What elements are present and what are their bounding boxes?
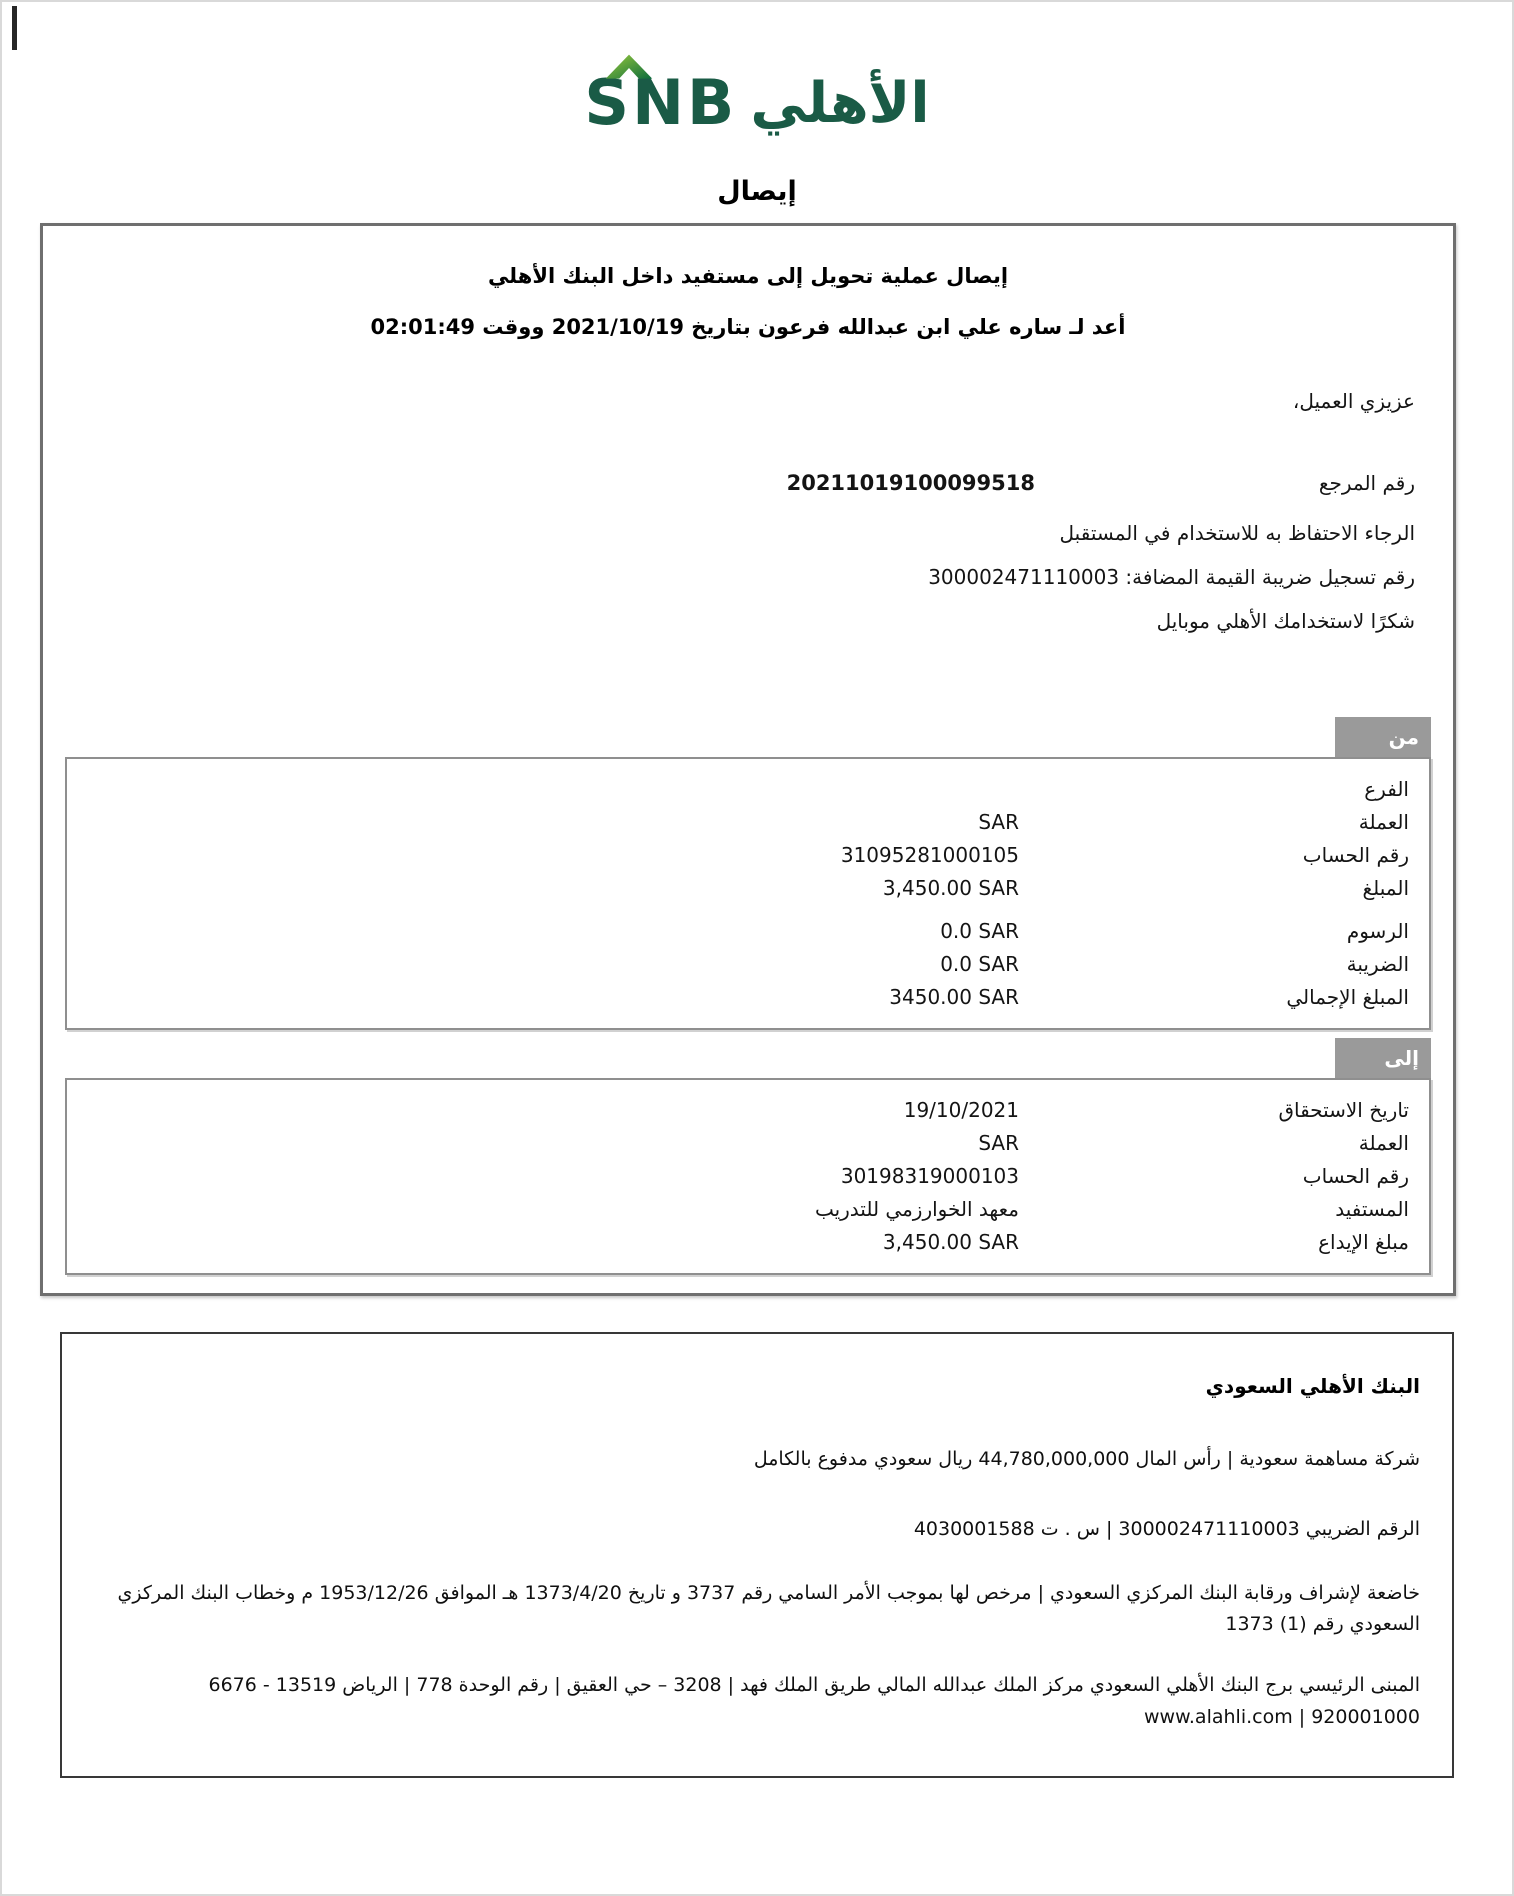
row-label: تاريخ الاستحقاق — [1278, 1098, 1409, 1122]
row-label: المبلغ — [1362, 876, 1409, 900]
row-value: 0.0 SAR — [940, 952, 1019, 976]
row-value — [87, 773, 1019, 806]
row-value: SAR — [978, 1131, 1019, 1155]
note-vat-registration: رقم تسجيل ضريبة القيمة المضافة: 300002471110003 — [928, 565, 1415, 589]
greeting-text: عزيزي العميل، — [1292, 389, 1415, 413]
from-row-tax — [67, 948, 1429, 981]
note-keep-reference: الرجاء الاحتفاظ به للاستخدام في المستقبل — [1059, 521, 1415, 545]
row-value: 3,450.00 SAR — [882, 876, 1019, 900]
receipt-main-box — [40, 223, 1456, 1296]
row-label: رقم الحساب — [1302, 1164, 1409, 1188]
to-row-deposit-amount — [67, 1226, 1429, 1259]
row-value: 30198319000103 — [840, 1164, 1019, 1188]
logo-arabic-text: الأهلي — [750, 71, 930, 136]
row-label: الرسوم — [1346, 919, 1409, 943]
from-row-branch — [67, 773, 1429, 806]
to-row-currency — [67, 1127, 1429, 1160]
bank-contact-line: www.alahli.com | 920001000 — [1144, 1706, 1420, 1728]
receipt-title: إيصال عملية تحويل إلى مستفيد داخل البنك الأهلي — [487, 264, 1009, 288]
from-row-total-amount — [67, 981, 1429, 1014]
reference-label: رقم المرجع — [1318, 471, 1415, 495]
row-label: رقم الحساب — [1302, 843, 1409, 867]
from-row-account-number — [67, 839, 1429, 872]
reference-row — [81, 471, 1415, 495]
to-row-due-date — [67, 1094, 1429, 1127]
note-thanks: شكرًا لاستخدامك الأهلي موبايل — [1156, 609, 1415, 633]
snb-chevron-icon — [604, 48, 654, 79]
to-section-tab: إلى — [1335, 1038, 1431, 1078]
bank-name-title: البنك الأهلي السعودي — [1205, 1374, 1420, 1398]
bank-info-box — [60, 1332, 1454, 1778]
receipt-subtitle: أعد لـ ساره علي ابن عبدالله فرعون بتاريخ 2021/10/19 ووقت 02:01:49 — [370, 315, 1126, 339]
bank-logo — [2, 2, 1512, 156]
from-row-currency — [67, 806, 1429, 839]
to-row-beneficiary — [67, 1193, 1429, 1226]
row-value: 0.0 SAR — [940, 919, 1019, 943]
row-spacer — [67, 905, 1429, 915]
page-title: إيصال — [717, 176, 797, 207]
bank-capital-line: شركة مساهمة سعودية | رأس المال 44,780,000,000 ريال سعودي مدفوع بالكامل — [753, 1448, 1420, 1470]
bank-address-line: المبنى الرئيسي برج البنك الأهلي السعودي مركز الملك عبدالله المالي طريق الملك فهد | 3208 – حي العقيق | رقم الوحدة 778 | الرياض 13519 - 6676 — [208, 1674, 1420, 1696]
scan-artifact-mark — [12, 6, 17, 50]
logo-latin-text: SNB — [584, 66, 738, 139]
row-value: 3450.00 SAR — [889, 985, 1019, 1009]
row-label: العملة — [1358, 1131, 1409, 1155]
to-row-account-number — [67, 1160, 1429, 1193]
row-value: 19/10/2021 — [903, 1098, 1019, 1122]
from-section-box — [65, 757, 1431, 1030]
bank-regulation-line: خاضعة لإشراف ورقابة البنك المركزي السعودي | مرخص لها بموجب الأمر السامي رقم 3737 و تاريخ 1373/4/20 هـ الموافق 1953/12/26 م وخطاب البنك المركزي السعودي رقم (1) 1373 — [117, 1582, 1420, 1635]
snb-logo — [584, 66, 929, 156]
row-value: SAR — [978, 810, 1019, 834]
from-row-fees — [67, 915, 1429, 948]
row-label: المبلغ الإجمالي — [1286, 985, 1409, 1009]
row-value: 3,450.00 SAR — [882, 1230, 1019, 1254]
row-label: العملة — [1358, 810, 1409, 834]
row-label: مبلغ الإيداع — [1318, 1230, 1409, 1254]
to-section-box — [65, 1078, 1431, 1275]
row-value: معهد الخوارزمي للتدريب — [814, 1197, 1019, 1221]
row-label: الفرع — [1364, 777, 1409, 801]
from-row-amount — [67, 872, 1429, 905]
bank-tax-number-line: الرقم الضريبي 300002471110003 | س . ت 4030001588 — [913, 1518, 1420, 1540]
row-value: 31095281000105 — [840, 843, 1019, 867]
reference-value: 20211019100099518 — [786, 471, 1035, 495]
from-section-tab: من — [1335, 717, 1431, 757]
row-label: المستفيد — [1335, 1197, 1409, 1221]
row-label: الضريبة — [1346, 952, 1409, 976]
